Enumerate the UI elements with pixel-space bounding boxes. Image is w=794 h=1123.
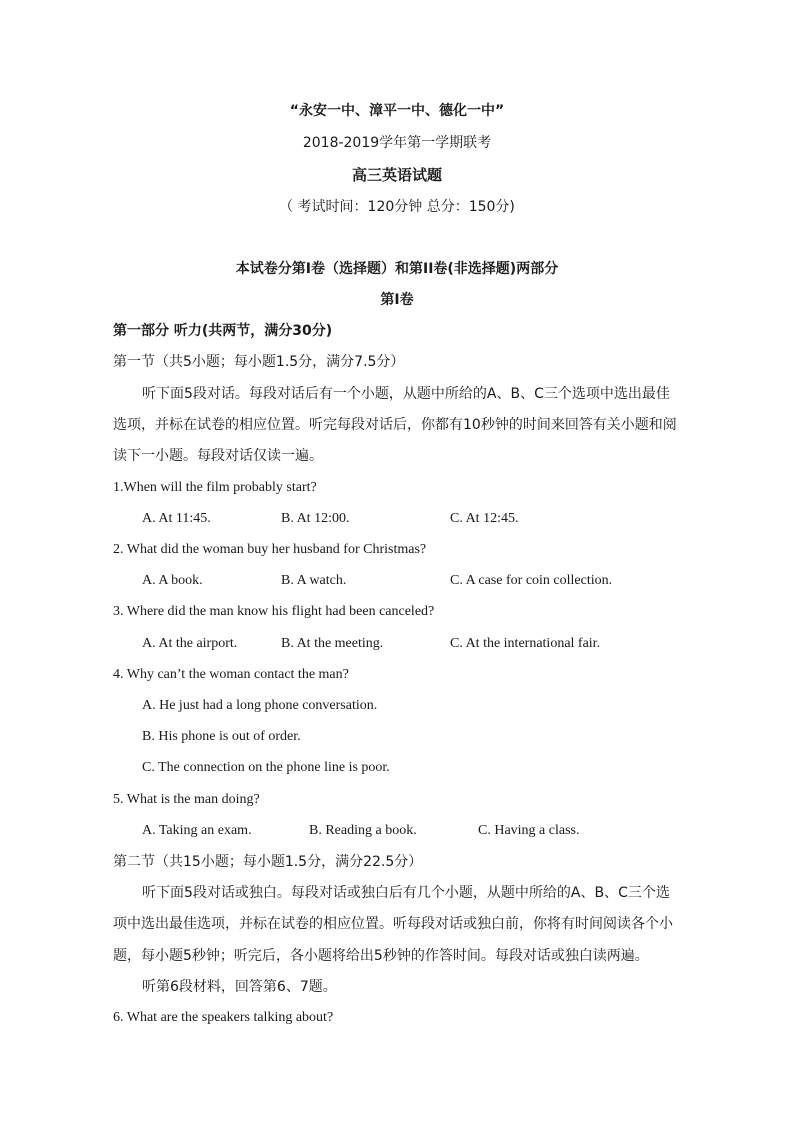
section2-heading: 第二节（共15小题；每小题1.5分，满分22.5分） [113, 854, 423, 870]
question-stem: 2. What did the woman buy her husband for Christmas? [113, 542, 427, 557]
section1-instruction-line: 选项，并标在试卷的相应位置。听完每段对话后，你都有10秒钟的时间来回答有关小题和阅 [113, 417, 677, 433]
answer-option: C. A case for coin collection. [450, 573, 613, 588]
paper-structure: 本试卷分第I卷（选择题）和第II卷(非选择题)两部分 [235, 261, 559, 277]
exam-info: （ 考试时间：120分钟 总分：150分) [279, 199, 515, 215]
question-stem: 6. What are the speakers talking about? [113, 1010, 334, 1025]
answer-option: A. Taking an exam. [142, 823, 252, 838]
answer-option: A. He just had a long phone conversation. [142, 698, 378, 713]
section1-instruction-line: 读下一小题。每段对话仅读一遍。 [113, 448, 323, 464]
section2-instruction-line: 项中选出最佳选项，并标在试卷的相应位置。听每段对话或独白前，你将有时间阅读各个小 [113, 916, 673, 932]
answer-option: A. At 11:45. [142, 511, 211, 526]
answer-option: C. The connection on the phone line is poor. [142, 760, 390, 775]
section2-instruction-line: 题，每小题5秒钟；听完后，各小题将给出5秒钟的作答时间。每段对话或独白读两遍。 [113, 948, 649, 964]
answer-option: B. Reading a book. [309, 823, 417, 838]
volume-heading: 第I卷 [380, 292, 414, 308]
exam-title: 高三英语试题 [351, 166, 442, 184]
schools-title: “永安一中、漳平一中、德化一中” [289, 103, 505, 119]
answer-option: C. At 12:45. [450, 511, 519, 526]
answer-option: B. A watch. [281, 573, 347, 588]
question-stem: 4. Why can’t the woman contact the man? [113, 667, 349, 682]
answer-option: C. At the international fair. [450, 636, 601, 651]
part1-heading: 第一部分 听力(共两节，满分30分) [113, 323, 333, 339]
section1-heading: 第一节（共5小题；每小题1.5分，满分7.5分） [113, 354, 405, 370]
material-note: 听第6段材料，回答第6、7题。 [142, 979, 337, 995]
section2-instruction-line: 听下面5段对话或独白。每段对话或独白后有几个小题，从题中所给的A、B、C三个选 [142, 885, 670, 901]
answer-option: B. At the meeting. [281, 636, 384, 651]
term-line: 2018-2019学年第一学期联考 [302, 135, 492, 151]
answer-option: A. A book. [142, 573, 203, 588]
answer-option: C. Having a class. [478, 823, 580, 838]
answer-option: B. At 12:00. [281, 511, 350, 526]
section1-instruction-line: 听下面5段对话。每段对话后有一个小题，从题中所给的A、B、C三个选项中选出最佳 [142, 386, 670, 402]
answer-option: B. His phone is out of order. [142, 729, 301, 744]
answer-option: A. At the airport. [142, 636, 238, 651]
question-stem: 1.When will the film probably start? [113, 480, 317, 495]
question-stem: 3. Where did the man know his flight had been canceled? [113, 604, 435, 619]
question-stem: 5. What is the man doing? [113, 792, 260, 807]
